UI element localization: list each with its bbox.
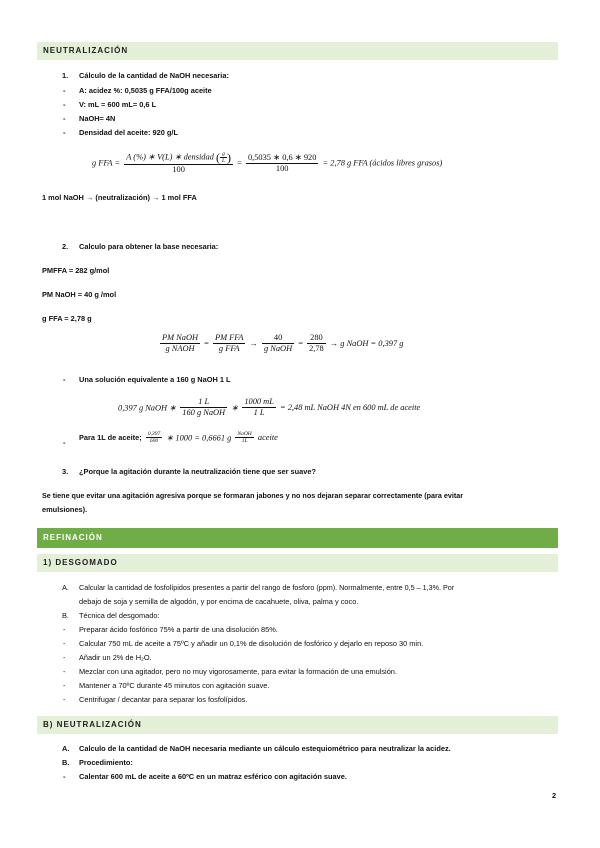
- list-label: A.: [62, 583, 69, 592]
- mol-relation: 1 mol NaOH → (neutralización) → 1 mol FFA: [42, 193, 197, 202]
- list-item: V: mL = 600 mL= 0,6 L: [79, 100, 157, 109]
- list-item: Procedimiento:: [79, 758, 133, 767]
- bullet-dash: -: [63, 128, 66, 137]
- pm-naoh: PM NaOH = 40 g /mol: [42, 290, 117, 299]
- section-header-neutralizacion-b: B) NEUTRALIZACIÓN: [37, 716, 558, 734]
- list-item: Mantener a 70ºC durante 45 minutos con agitación suave.: [79, 681, 270, 690]
- bullet-dash: -: [63, 86, 66, 95]
- list-item: A: acidez %: 0,5035 g FFA/100g aceite: [79, 86, 212, 95]
- section-header-refinacion: REFINACIÓN: [37, 528, 558, 548]
- list-item: Calentar 600 mL de aceite a 60ºC en un matraz esférico con agitación suave.: [79, 772, 347, 781]
- list-label: B.: [62, 611, 69, 620]
- list-item: Técnica del desgomado:: [79, 611, 160, 620]
- list-item: Preparar ácido fosfórico 75% a partir de una disolución 85%.: [79, 625, 278, 634]
- bullet-dash: -: [63, 114, 66, 123]
- list-item: Añadir un 2% de H₂O.: [79, 653, 152, 662]
- list-item: debajo de soja y semilla de algodón, y por encima de cacahuete, oliva, palma y coco.: [79, 597, 359, 606]
- g-ffa: g FFA = 2,78 g: [42, 314, 92, 323]
- section-header-desgomado: 1) DESGOMADO: [37, 554, 558, 572]
- bullet-dash: -: [63, 639, 66, 648]
- answer-text: emulsiones).: [42, 505, 88, 514]
- answer-text: Se tiene que evitar una agitación agresiva porque se formaran jabones y no nos dejaran separar correctamente (para evitar: [42, 491, 464, 500]
- list-label: B.: [62, 758, 70, 767]
- bullet-dash: -: [63, 438, 66, 447]
- list-label: A.: [62, 744, 70, 753]
- equation-naoh: $\frac{\text{PM NaOH}}{\text{g NAOH}}$ = $\frac{\text{PM FFA}}{\text{g FFA}}$ → $\frac{40}{\text{g NaOH}}$ = $\frac{280}{2,78}$ → g NaOH = 0,397 g: [162, 333, 404, 353]
- bullet-dash: -: [63, 625, 66, 634]
- equation-ffa: g FFA = A (%) ∗ V(L) ∗ densidad ( $\frac{g}{L}$ ) 100 = $\frac{0,5035 ∗ 0,6 ∗ 920}{100}$ = 2,78 g FFA (ácidos libres grasos): [92, 150, 443, 174]
- step-title: Calculo para obtener la base necesaria:: [79, 242, 219, 251]
- step-number: 1.: [62, 71, 69, 80]
- equation-per-litre: Para 1L de aceite; $\frac{0,397}{600}$ ∗ 1000 = 0,6661 g $\frac{\text{NaOH}}{1L}$ aceite: [79, 431, 278, 444]
- list-item: Una solución equivalente a 160 g NaOH 1 L: [79, 375, 231, 384]
- list-item: Densidad del aceite: 920 g/L: [79, 128, 178, 137]
- step-title: ¿Porque la agitación durante la neutralización tiene que ser suave?: [79, 467, 316, 476]
- list-item: Calculo de la cantidad de NaOH necesaria mediante un cálculo estequiométrico para neutralizar la acidez.: [79, 744, 451, 753]
- list-item: Mezclar con una agitador, pero no muy vigorosamente, para evitar la formación de una emulsión.: [79, 667, 397, 676]
- section-header-neutralizacion: NEUTRALIZACIÓN: [37, 42, 558, 60]
- pm-ffa: PMFFA = 282 g/mol: [42, 266, 110, 275]
- list-item: Calcular la cantidad de fosfolípidos presentes a partir del rango de fosforo (ppm). Normalmente, entre 0,5 – 1,3%. Por: [79, 583, 455, 592]
- list-item: NaOH= 4N: [79, 114, 116, 123]
- bullet-dash: -: [63, 695, 66, 704]
- bullet-dash: -: [63, 667, 66, 676]
- list-item: Calcular 750 mL de aceite a 75ºC y añadir un 0,1% de disolución de fosfórico y dejarlo en reposo 30 min.: [79, 639, 424, 648]
- bullet-dash: -: [63, 653, 66, 662]
- step-number: 2.: [62, 242, 69, 251]
- step-number: 3.: [62, 467, 69, 476]
- bullet-dash: -: [63, 681, 66, 690]
- bullet-dash: -: [63, 772, 66, 781]
- page-number: 2: [552, 791, 557, 800]
- step-title: Cálculo de la cantidad de NaOH necesaria:: [79, 71, 229, 80]
- bullet-dash: -: [63, 100, 66, 109]
- bullet-dash: -: [63, 375, 66, 384]
- list-item: Centrifugar / decantar para separar los fosfolípidos.: [79, 695, 248, 704]
- equation-volume: 0,397 g NaOH ∗ $\frac{1 L}{\text{160 g NaOH}}$ ∗ $\frac{1000 mL}{1 L}$ = 2,48 mL NaOH 4N en 600 mL de aceite: [118, 397, 421, 417]
